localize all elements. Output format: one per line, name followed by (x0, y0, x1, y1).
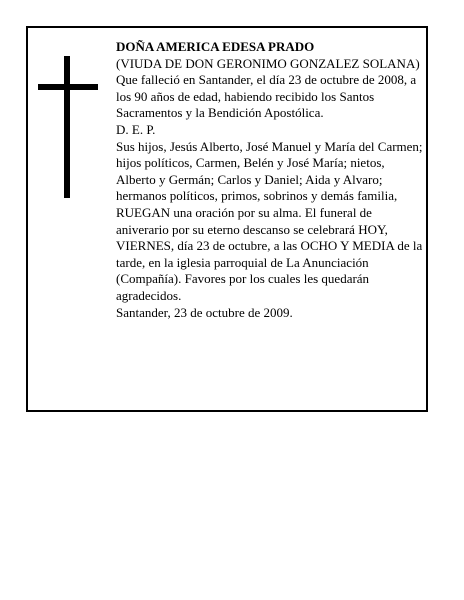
cross-icon (38, 56, 98, 198)
place-date-line: Santander, 23 de octubre de 2009. (116, 304, 293, 320)
obituary-notice (26, 26, 428, 412)
cross-horizontal-bar (38, 84, 98, 90)
family-paragraph: Sus hijos, Jesús Alberto, José Manuel y María del Carmen; hijos políticos, Carmen, Belén y José María; nietos, Alberto y Germán; Carlos y Daniel; Aida y Alvaro; hermanos políticos, primos, sobrinos y demás familia, (116, 138, 423, 204)
cross-vertical-bar (64, 56, 70, 198)
death-paragraph: Que falleció en Santander, el día 23 de octubre de 2008, a los 90 años de edad, habiendo recibido los Santos Sacramentos y la Bendición Apostólica. (116, 72, 417, 121)
notice-body (116, 39, 426, 321)
request-paragraph: RUEGAN una oración por su alma. El funeral de aniverario por su eterno descanso se celebrará HOY, VIERNES, día 23 de octubre, a las OCHO Y MEDIA de la tarde, en la iglesia parroquial de La Anunciación (Compañía). Favores por los cuales les quedarán agradecidos. (116, 204, 423, 303)
deceased-name: DOÑA AMERICA EDESA PRADO (116, 39, 315, 54)
widow-line: (VIUDA DE DON GERONIMO GONZALEZ SOLANA) (116, 55, 420, 71)
dep-line: D. E. P. (116, 121, 156, 137)
